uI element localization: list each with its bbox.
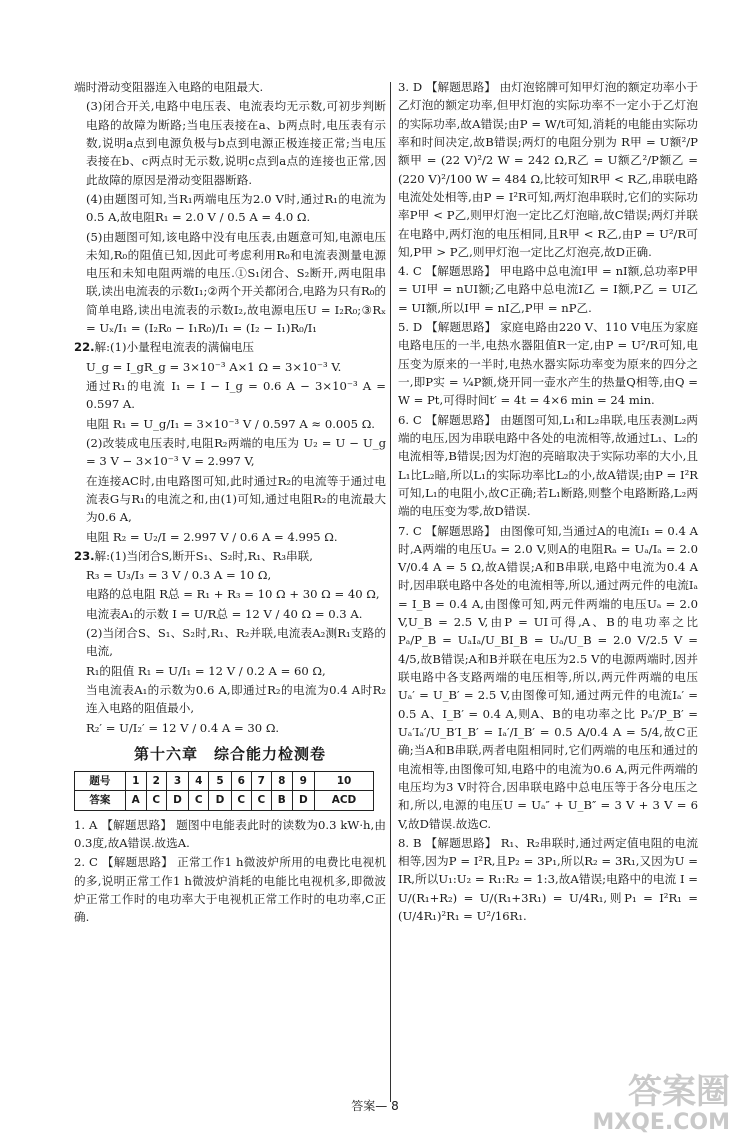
right-column xyxy=(398,78,698,926)
question-22-line-3: 通过R₁的电流 I₁ = I − I_g = 0.6 A − 3×10⁻³ A = 0.597 A. xyxy=(86,379,386,412)
watermark-logo xyxy=(592,1072,730,1135)
left-paragraph-2: (3)闭合开关,电路中电压表、电流表均无示数,可初步判断电路的故障为断路;当电压表接在a、b两点时,电压表有示数,说明a点到电源负极与b点到电源正极连接正常;当电压表接在b、c两点时无示数,说明c点到a点的连接也正常,因此故障的原因是滑动变阻器断路. xyxy=(86,99,386,187)
left-paragraph-4: (5)由题图可知,该电路中没有电压表,由题意可知,电源电压未知,R₀的阻值已知,因此可考虑利用R₀和电流表测量电源电压和未知电阻两端的电压.①S₁闭合、S₂断开,两电阻串联,读出电流表的示数I₁;②两个开关都闭合,电路为只有R₀的简单电路,读出电流表的示数I₂,故电源电压U = I₂R₀;③Rₓ = Uₓ/I₁ = (I₂R₀ − I₁R₀)/I₁ = (I₂ − I₁)R₀/I₁ xyxy=(86,229,386,336)
question-22-line-2: U_g = I_gR_g = 3×10⁻³ A×1 Ω = 3×10⁻³ V. xyxy=(86,359,342,374)
table-cell: 2 xyxy=(146,771,166,791)
left-column xyxy=(74,78,386,928)
column-divider xyxy=(390,82,391,1102)
table-cell: D xyxy=(292,791,314,811)
table-cell: ACD xyxy=(315,791,374,811)
answer-table-answer-row xyxy=(75,791,374,811)
answer-3-explanation: 3. D 【解题思路】 由灯泡铭牌可知甲灯泡的额定功率小于乙灯泡的额定功率,但甲灯泡的实际功率不一定小于乙灯泡的实际功率,故A错误;由P = W/t可知,消耗的电能由实际功率和时间决定,故B错误;两灯的电阻分别为 R甲 = U额²/P额甲 = (22 V)²/2 W = 242 Ω,R乙 = U额乙²/P额乙 = (220 V)²/100 W = 484 Ω,比较可知R甲 < R乙,串联电路电流处处相等,由P = I²R可知,两灯泡串联时,它们的实际功率P甲 < P乙,则甲灯泡一定比乙灯泡暗,故C错误;两灯并联在电路中,两灯泡的电压相同,且R甲 < R乙,由P = U²/R可知,P甲 > P乙,则甲灯泡一定比乙灯泡亮,故D正确. xyxy=(398,80,698,259)
answer-1-explanation: 1. A 【解题思路】 题图中电能表此时的读数为0.3 kW·h,由0.3度,故A错误.故选A. xyxy=(74,817,386,851)
table-cell: 6 xyxy=(231,771,251,791)
question-22-number: 22. xyxy=(74,340,95,355)
question-23-number: 23. xyxy=(74,548,95,563)
question-23-line-8: R₂′ = U/I₂′ = 12 V / 0.4 A = 30 Ω. xyxy=(86,720,280,735)
watermark-line-1: 答案圈 xyxy=(628,1072,730,1113)
table-cell: C xyxy=(146,791,166,811)
table-cell: A xyxy=(125,791,146,811)
table-cell: C xyxy=(231,791,251,811)
question-23-line-6: R₁的阻值 R₁ = U/I₁ = 12 V / 0.2 A = 60 Ω, xyxy=(86,663,326,678)
question-22-line-4: 电阻 R₁ = U_g/I₁ = 3×10⁻³ V / 0.597 A ≈ 0.005 Ω. xyxy=(86,416,375,431)
watermark-line-2: MXQE.COM xyxy=(592,1109,730,1135)
question-23-line-3: 电路的总电阻 R总 = R₁ + R₃ = 10 Ω + 30 Ω = 40 Ω, xyxy=(86,587,380,602)
table-cell: D xyxy=(209,791,231,811)
question-22-line-1: 解:(1)小量程电流表的满偏电压 xyxy=(94,340,255,355)
answer-8-explanation: 8. B 【解题思路】 R₁、R₂串联时,通过两定值电阻的电流相等,因为P = I²R,且P₂ = 3P₁,所以R₂ = 3R₁,又因为U = IR,所以U₁:U₂ = R₁:R₂ = 1:3,故A错误;电路中的电流 I = U/(R₁+R₂) = U/(R₁+3R₁) = U/4R₁,则P₁ = I²R₁ = (U/4R₁)²R₁ = U²/16R₁. xyxy=(398,835,698,924)
left-paragraph-3: (4)由题图可知,当R₁两端电压为2.0 V时,通过R₁的电流为0.5 A,故电阻R₁ = 2.0 V / 0.5 A = 4.0 Ω. xyxy=(86,191,386,225)
question-23-line-5: (2)当闭合S、S₁、S₂时,R₁、R₂并联,电流表A₂测R₁支路的电流, xyxy=(86,626,386,659)
table-cell: 4 xyxy=(189,771,209,791)
left-paragraph-1: 端时滑动变阻器连入电路的电阻最大. xyxy=(74,80,264,94)
question-23-line-4: 电流表A₁的示数 I = U/R总 = 12 V / 40 Ω = 0.3 A. xyxy=(86,606,363,621)
question-23-line-2: R₃ = U₃/I₃ = 3 V / 0.3 A = 10 Ω, xyxy=(86,568,272,583)
answer-table xyxy=(74,771,374,811)
table-cell: 10 xyxy=(315,771,374,791)
table-cell: 题号 xyxy=(75,771,126,791)
answer-5-explanation: 5. D 【解题思路】 家庭电路由220 V、110 V电压为家庭电路电压的一半,电热水器阻值R一定,由P = U²/R可知,电压变为原来的一半时,电热水器实际功率变为原来的四分之一,即P实 = ¼P额,烧开同一壶水产生的热量Q相等,由Q = W = Pt,可得时间t′ = 4t = 4×6 min = 24 min. xyxy=(398,320,698,408)
table-cell: 答案 xyxy=(75,791,126,811)
question-23-line-7: 当电流表A₁的示数为0.6 A,即通过R₂的电流为0.4 A时R₂连入电路的阻值最小, xyxy=(86,683,386,716)
table-cell: 3 xyxy=(166,771,188,791)
table-cell: D xyxy=(166,791,188,811)
answer-4-explanation: 4. C 【解题思路】 甲电路中总电流I甲 = nI额,总功率P甲 = UI甲 = nUI额;乙电路中总电流I乙 = I额,P乙 = UI乙 = UI额,所以I甲 = nI乙,P甲 = nP乙. xyxy=(398,264,698,315)
question-23 xyxy=(74,547,386,737)
answer-table-header-row xyxy=(75,771,374,791)
table-cell: 1 xyxy=(125,771,146,791)
question-22-line-5: (2)改装成电压表时,电阻R₂两端的电压为 U₂ = U − U_g = 3 V − 3×10⁻³ V = 2.997 V, xyxy=(86,435,386,469)
question-22 xyxy=(74,338,386,545)
table-cell: 8 xyxy=(271,771,292,791)
answer-2-explanation: 2. C 【解题思路】 正常工作1 h微波炉所用的电费比电视机的多,说明正常工作1 h微波炉消耗的电能比电视机多,即微波炉正常工作时的电功率大于电视机正常工作时的电功率,C正确. xyxy=(74,855,386,925)
question-23-line-1: 解:(1)当闭合S,断开S₁、S₂时,R₁、R₃串联, xyxy=(94,548,313,563)
table-cell: 5 xyxy=(209,771,231,791)
question-22-line-7: 电阻 R₂ = U₂/I = 2.997 V / 0.6 A = 4.995 Ω. xyxy=(86,529,338,544)
table-cell: C xyxy=(189,791,209,811)
table-cell: 9 xyxy=(292,771,314,791)
table-cell: C xyxy=(251,791,271,811)
answer-6-explanation: 6. C 【解题思路】 由题图可知,L₁和L₂串联,电压表测L₂两端的电压,因为串联电路中各处的电流相等,故通过L₁、L₂的电流相等,B错误;因为灯泡的亮暗取决于实际功率的大小,且L₁比L₂暗,所以L₁的实际功率比L₂的小,故A错误;由P = I²R可知,L₁的电阻小,故C正确;若L₁断路,则整个电路断路,L₂两端的电压变为零,故D错误. xyxy=(398,412,698,519)
answer-7-explanation: 7. C 【解题思路】 由图像可知,当通过A的电流I₁ = 0.4 A时,A两端的电压Uₐ = 2.0 V,则A的电阻Rₐ = Uₐ/Iₐ = 2.0 V/0.4 A = 5 Ω,故A错误;A和B串联,电路中电流为0.4 A时,因串联电路中各处的电流相等,所以,通过两元件的电流Iₐ = I_B = 0.4 A,由图像可知,两元件两端的电压Uₐ = 2.0 V,U_B = 2.5 V,由P = UI可得,A、B的电功率之比 Pₐ/P_B = UₐIₐ/U_BI_B = Uₐ/U_B = 2.0 V/2.5 V = 4/5,故B错误;A和B并联在电压为2.5 V的电源两端时,因并联电路中各支路两端的电压相等,所以,两元件两端的电压Uₐ′ = U_B′ = 2.5 V,由图像可知,通过两元件的电流Iₐ′ = 0.5 A、I_B′ = 0.4 A,则A、B的电功率之比 Pₐ′/P_B′ = Uₐ′Iₐ′/U_B′I_B′ = Iₐ′/I_B′ = 0.5 A/0.4 A = 5/4,故C正确;当A和B串联,两者电阻相同时,它们两端的电压和通过的电流相等,由图像可知,电路中的电流为0.6 A,两元件两端的电压均为3 V时符合,因串联电路中总电压等于各分电压之和,所以,电源的电压U = Uₐ″ + U_B″ = 3 V + 3 V = 6 V,故D错误.故选C. xyxy=(398,523,698,831)
question-22-line-6: 在连接AC时,由电路图可知,此时通过R₂的电流等于通过电流表G与R₁的电流之和,由(1)可知,通过电阻R₂的电流最大为0.6 A, xyxy=(86,473,386,525)
table-cell: 7 xyxy=(251,771,271,791)
table-cell: B xyxy=(271,791,292,811)
chapter-title: 第十六章 综合能力检测卷 xyxy=(133,744,326,763)
page-footer: 答案— 8 xyxy=(351,1099,399,1114)
